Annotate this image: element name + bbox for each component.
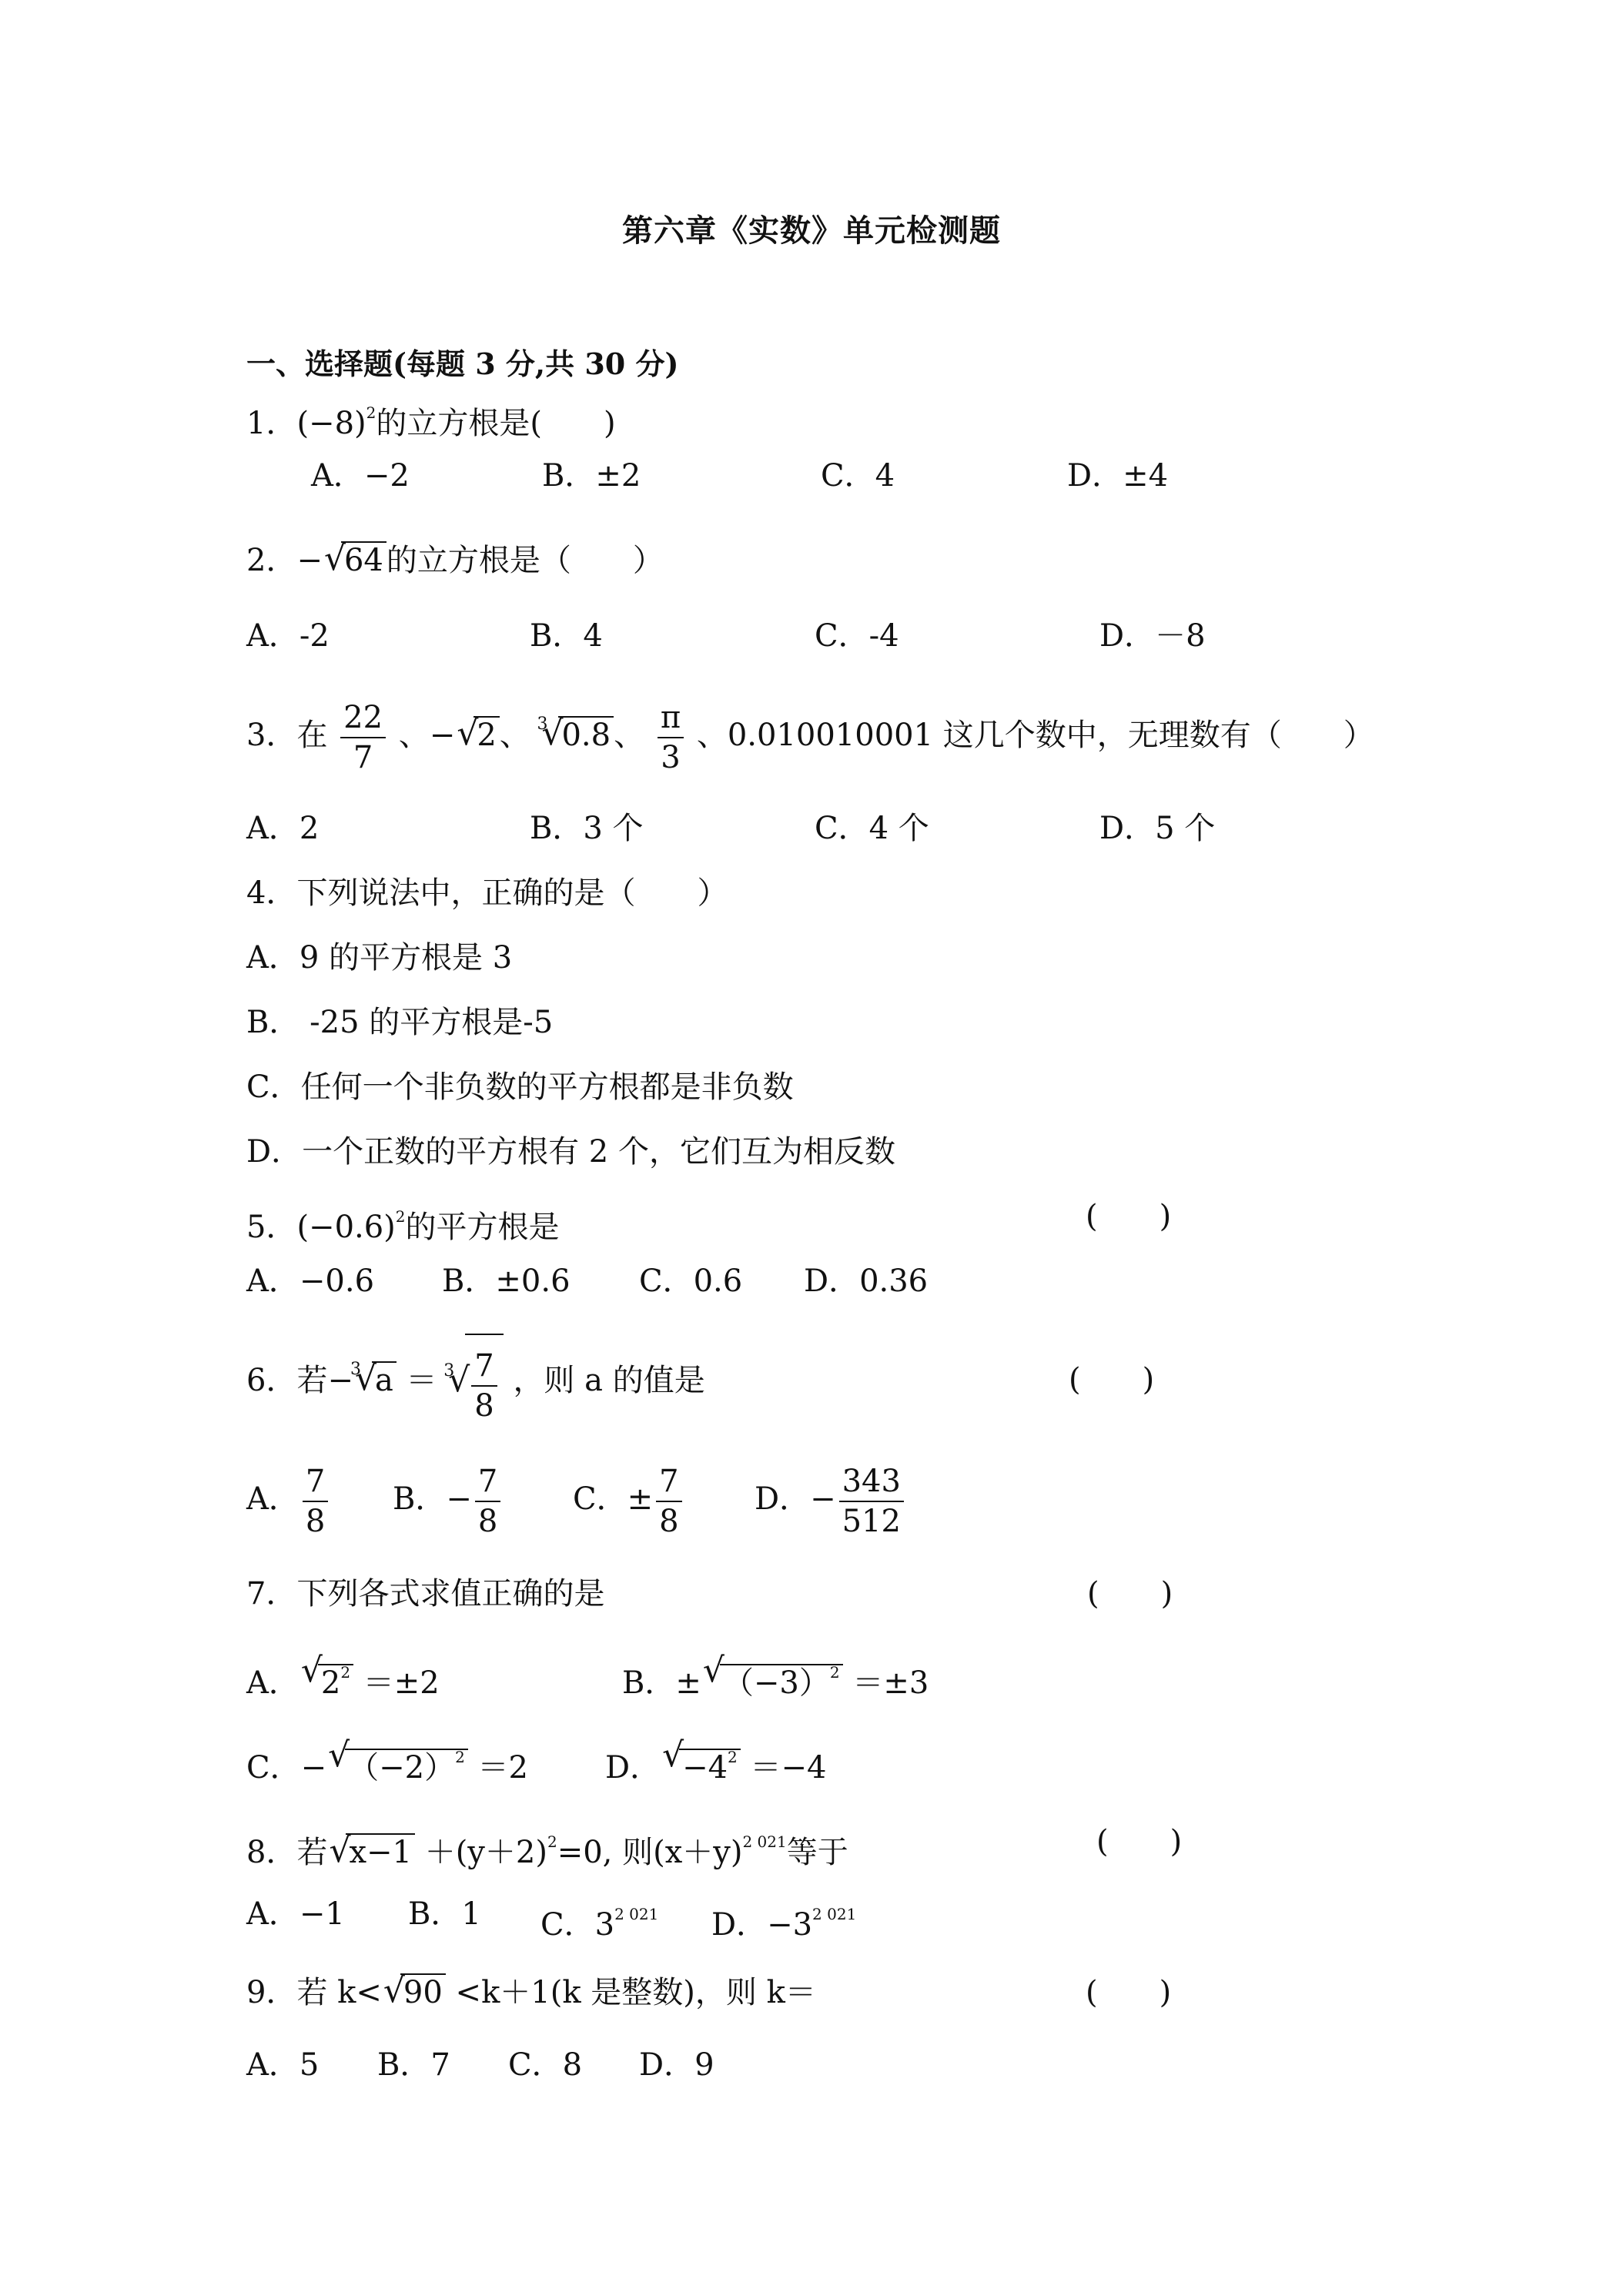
q3-option-a: A．2 [246, 811, 320, 846]
cube-root: √ 3 $\frac{7}{8}$ [448, 1334, 503, 1432]
q7-option-d: D．√ $-4^2 =-4$ [605, 1737, 826, 1788]
q3-option-b: B．3 个 [530, 811, 644, 846]
q7-option-a: A．√ $2^2 =\pm 2$ [246, 1652, 440, 1703]
fraction: $\frac{7}{8}$ [475, 1462, 500, 1541]
question-2-stem: 2．−√ 64 的立方根是（ ） [246, 541, 664, 581]
section-heading: 一、选择题(每题 3 分,共 30 分) [246, 346, 679, 381]
q5-option-b: B．±0.6 [442, 1263, 571, 1299]
q9-option-b: B．7 [377, 2047, 450, 2083]
q2-option-b: B．4 [530, 618, 603, 654]
q5-option-c: C．0.6 [639, 1263, 743, 1299]
question-8-stem: 8．若√ $x-1 +(y+2)^2=0$, 则$(x+y)^{2 021}$等于 [246, 1822, 848, 1873]
fraction: $\frac{7}{8}$ [303, 1462, 328, 1541]
q4-option-a: A．9 的平方根是 3 [246, 940, 513, 976]
question-3-stem: 3．在 $\frac{22}{7}$ 、−√ 2 、 √ 3 0.8 、 $\frac{\pi}{3}$ 、0.010010001 这几个数中，无理数有（ ） [246, 693, 1374, 778]
q1-option-d: D．±4 [1067, 458, 1169, 494]
q6-option-c: C．± $\frac{7}{8}$ [573, 1457, 685, 1541]
square-root: √ x−1 [329, 1832, 415, 1873]
question-6-stem: 6．若− √ 3 a ＝ √ 3 $\frac{7}{8}$ ，则 a 的值是 [246, 1332, 705, 1432]
q6-answer-blank: ( ) [1069, 1362, 1155, 1397]
q2-option-d: D．－8 [1099, 618, 1206, 654]
cube-root: √ 3 a [355, 1332, 397, 1429]
q9-answer-blank: ( ) [1086, 1975, 1172, 2010]
q5-option-a: A．−0.6 [246, 1263, 375, 1299]
q8-option-d: D．$-3^{2 021}$ [711, 1905, 857, 1943]
cube-root: √ 3 0.8 [541, 693, 614, 778]
page-title: 第六章《实数》单元检测题 [622, 213, 1001, 249]
fraction: $\frac{7}{8}$ [656, 1462, 681, 1541]
q3-option-d: D．5 个 [1099, 811, 1216, 846]
fraction: $\frac{343}{512}$ [839, 1462, 904, 1541]
q8-option-a: A．−1 [246, 1896, 345, 1932]
q2-option-c: C．-4 [815, 618, 899, 654]
q6-option-d: D．− $\frac{343}{512}$ [755, 1457, 907, 1541]
question-7-stem: 7．下列各式求值正确的是 [246, 1576, 605, 1612]
q5-option-d: D．0.36 [804, 1263, 929, 1299]
square-root: √ $(-3)^2$ [703, 1652, 843, 1703]
q4-option-c: C．任何一个非负数的平方根都是非负数 [246, 1069, 794, 1105]
q6-option-b: B．− $\frac{7}{8}$ [393, 1457, 504, 1541]
fraction: $\frac{\pi}{3}$ [658, 698, 684, 777]
q2-option-a: A．-2 [246, 618, 330, 654]
question-1-stem: 1．$(-8)^2$的立方根是( ) [246, 403, 616, 441]
square-root: √ 2 [457, 693, 499, 778]
square-root: √ 90 [383, 1973, 446, 2013]
question-9-stem: 9．若 k<√ 90 <k＋1(k 是整数)，则 k＝ [246, 1973, 816, 2013]
q1-option-a: A．−2 [311, 458, 410, 494]
q1-option-b: B．±2 [542, 458, 641, 494]
square-root: √ $-4^2$ [662, 1737, 741, 1788]
q7-option-b: B．±√ $(-3)^2 =\pm 3$ [622, 1652, 929, 1703]
q8-answer-blank: ( ) [1096, 1824, 1183, 1859]
q8-option-b: B．1 [408, 1896, 481, 1932]
q1-option-c: C．4 [821, 458, 895, 494]
square-root: √ 64 [324, 541, 387, 581]
q4-option-b: B． -25 的平方根是-5 [246, 1005, 554, 1040]
q9-option-a: A．5 [246, 2047, 320, 2083]
q7-option-c: C．−√ $(-2)^2 =2$ [246, 1737, 528, 1788]
square-root: √ $2^2$ [301, 1652, 353, 1703]
q9-option-c: C．8 [508, 2047, 583, 2083]
q5-answer-blank: ( ) [1086, 1199, 1172, 1234]
q9-option-d: D．9 [639, 2047, 714, 2083]
q3-option-c: C．4 个 [815, 811, 929, 846]
q6-option-a: A． $\frac{7}{8}$ [246, 1457, 331, 1541]
question-5-stem: 5．$(-0.6)^2$的平方根是 [246, 1207, 560, 1245]
question-4-stem: 4．下列说法中，正确的是（ ） [246, 875, 728, 911]
fraction: $\frac{22}{7}$ [340, 698, 386, 777]
square-root: √ $(-2)^2$ [328, 1737, 468, 1788]
q7-answer-blank: ( ) [1087, 1576, 1173, 1612]
q8-option-c: C．$3^{2 021}$ [540, 1905, 659, 1943]
fraction: $\frac{7}{8}$ [471, 1347, 497, 1425]
q4-option-d: D．一个正数的平方根有 2 个，它们互为相反数 [246, 1134, 895, 1170]
